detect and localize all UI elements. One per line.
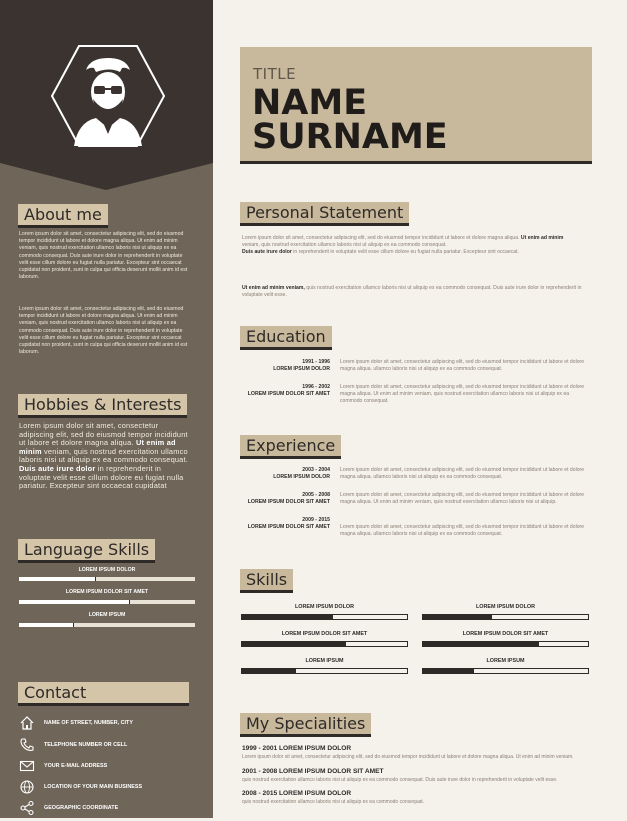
mail-icon [19, 758, 35, 774]
about-paragraph-1: Lorem ipsum dolor sit amet, consectetur adipiscing elit, sed do eiusmod tempor incididunt ut labore et dolore magna aliqua. Ut enim ad minim veniam, quis nostrud exercitation ullamco laboris nisi ut aliquip ex ea commodo consequat. Duis aute irure dolor in reprehenderit in voluptate velit esse cillum dolore eu fugiat nulla pariatur. Excepteur sint occaecat cupidatat non proident, sunt in culpa qui officia deserunt mollit anim id est laborum. [19, 231, 188, 281]
experience-heading: Experience [240, 435, 341, 459]
surname: SURNAME [252, 117, 448, 157]
skill-label: LOREM IPSUM DOLOR [295, 604, 354, 610]
language-bar-fill [19, 623, 74, 627]
language-label: LOREM IPSUM DOLOR [78, 567, 136, 573]
about-heading: About me [18, 204, 108, 228]
share-icon [19, 800, 35, 816]
speciality-title: 2008 - 2015 LOREM IPSUM DOLOR [242, 790, 352, 797]
globe-icon [19, 779, 35, 795]
skill-label: LOREM IPSUM [486, 658, 525, 664]
about-paragraph-2: Lorem ipsum dolor sit amet, consectetur adipiscing elit, sed do eiusmod tempor incididunt ut labore et dolore magna aliqua. Ut enim ad minim veniam, quis nostrud exercitation ullamco laboris nisi ut aliquip ex ea commodo consequat. Duis aute irure dolor in reprehenderit in voluptate velit esse cillum dolore eu fugiat nulla pariatur. Excepteur sint occaecat cupidatat non proident, sunt in culpa qui officia deserunt mollit anim id est laborum. [19, 306, 188, 356]
job-title: TITLE [253, 65, 297, 83]
skill-bar-fill [423, 669, 474, 673]
hobbies-heading: Hobbies & Interests [18, 394, 187, 418]
language-bar [19, 600, 195, 604]
contact-phone-text: TELEPHONE NUMBER OR CELL [44, 742, 128, 748]
education-entry-meta: 1996 - 2002 LOREM IPSUM DOLOR SIT AMET [247, 384, 330, 397]
avatar [50, 44, 166, 148]
sidebar [0, 0, 213, 818]
speciality-title: 2001 - 2008 LOREM IPSUM DOLOR SIT AMET [242, 768, 384, 775]
name-header [240, 47, 592, 164]
speciality-title: 1999 - 2001 LOREM IPSUM DOLOR [242, 745, 352, 752]
first-name: NAME [252, 83, 368, 123]
contact-heading: Contact [18, 682, 189, 706]
education-entry-meta: 1991 - 1996 LOREM IPSUM DOLOR [273, 359, 330, 372]
skill-bar [422, 614, 589, 620]
experience-entry-text: Lorem ipsum dolor sit amet, consectetur adipiscing elit, sed do eiusmod tempor incididunt ut labore et dolore magna aliqua. Ut enim ad minim veniam, quis nostrud exercitation ullamco laboris nisi ut aliquip. [340, 492, 585, 506]
speciality-text: quis nostrud exercitation ullamco laboris nisi ut aliquip ex ea commodo consequat. [242, 799, 425, 805]
education-entry-text: Lorem ipsum dolor sit amet, consectetur adipiscing elit, sed do eiusmod tempor incididunt ut labore et dolore magna aliqua. Ut enim ad minim veniam, quis nostrud exercitation ullamco laboris nisi ut aliquip ex ea commodo consequat. [340, 384, 585, 405]
phone-icon [19, 737, 35, 753]
contact-location [19, 779, 209, 797]
experience-entry-text: Lorem ipsum dolor sit amet, consectetur adipiscing elit, sed do eiusmod tempor incididunt ut labore et dolore magna aliqua. ullamco laboris nisi ut aliquip ex ea commodo consequat. [340, 467, 585, 481]
skill-bar-fill [423, 642, 539, 646]
skill-bar [241, 641, 408, 647]
skill-label: LOREM IPSUM DOLOR SIT AMET [281, 631, 368, 637]
language-bar [19, 623, 195, 627]
education-heading: Education [240, 326, 332, 350]
contact-coordinates-text: GEOGRAPHIC COORDINATE [44, 805, 119, 811]
speciality-text: quis nostrud exercitation ullamco laboris nisi ut aliquip ex ea commodo consequat. Duis aute irure dolor in reprehenderit in voluptate velit esse. [242, 777, 558, 783]
skills-heading: Skills [240, 569, 293, 593]
skill-bar-fill [242, 642, 346, 646]
language-bar [19, 577, 195, 581]
experience-entry-text: Lorem ipsum dolor sit amet, consectetur adipiscing elit, sed do eiusmod tempor incididunt ut labore et dolore magna aliqua. ullamco laboris nisi ut aliquip ex ea commodo consequat. [340, 524, 585, 538]
personal-statement-p2: Ut enim ad minim veniam, quis nostrud exercitation ullamco laboris nisi ut aliquip ex ea commodo consequat. Duis aute irure dolor in reprehenderit in voluptate velit esse. [242, 285, 582, 299]
experience-entry-meta: 2009 - 2015 LOREM IPSUM DOLOR SIT AMET [247, 517, 330, 530]
specialities-heading: My Specialities [240, 713, 371, 737]
personal-statement-heading: Personal Statement [240, 202, 409, 226]
skill-bar [422, 668, 589, 674]
skill-bar [241, 668, 408, 674]
home-icon [19, 715, 35, 731]
contact-phone [19, 737, 209, 755]
language-bar-fill [19, 577, 96, 581]
experience-entry-meta: 2003 - 2004 LOREM IPSUM DOLOR [273, 467, 330, 480]
contact-location-text: LOCATION OF YOUR MAIN BUSINESS [44, 784, 143, 790]
language-heading: Language Skills [18, 539, 155, 563]
language-bar-fill [19, 600, 130, 604]
skill-bar-fill [242, 615, 333, 619]
skill-bar-fill [242, 669, 296, 673]
contact-email [19, 758, 209, 776]
skill-label: LOREM IPSUM [305, 658, 344, 664]
language-label: LOREM IPSUM [88, 612, 126, 618]
education-entry-text: Lorem ipsum dolor sit amet, consectetur adipiscing elit, sed do eiusmod tempor incididunt ut labore et dolore magna aliqua. ullamco laboris nisi ut aliquip ex ea commodo consequat. [340, 359, 585, 373]
contact-address [19, 715, 209, 733]
skill-bar [241, 614, 408, 620]
contact-email-text: YOUR E-MAIL ADDRESS [44, 763, 108, 769]
skill-bar [422, 641, 589, 647]
speciality-text: Lorem ipsum dolor sit amet, consectetur adipiscing elit, sed do eiusmod tempor incididunt ut labore et dolore magna aliqua. Ut enim ad minim veniam. [242, 754, 574, 760]
skill-bar-fill [423, 615, 492, 619]
contact-coordinates [19, 800, 209, 818]
contact-address-text: NAME OF STREET, NUMBER, CITY [44, 720, 133, 726]
personal-statement-p1: Lorem ipsum dolor sit amet, consectetur adipiscing elit, sed do eiusmod tempor incididunt ut labore et dolore magna aliqua. Ut enim ad minim veniam, quis nostrud exercitation ullamco laboris nisi ut aliquip ex ea commodo consequat. Duis aute irure dolor in reprehenderit in voluptate velit esse cillum dolore eu fugiat nulla pariatur. Excepteur sint occaecat. [242, 235, 564, 256]
language-label: LOREM IPSUM DOLOR SIT AMET [65, 589, 149, 595]
experience-entry-meta: 2005 - 2008 LOREM IPSUM DOLOR SIT AMET [247, 492, 330, 505]
hobbies-text: Lorem ipsum dolor sit amet, consectetur adipiscing elit, sed do eiusmod tempor incididunt ut labore et dolore magna aliqua. Ut enim ad minim veniam, quis nostrud exercitation ullamco laboris nisi ut aliquip ex ea commodo consequat. Duis aute irure dolor in reprehenderit in voluptate velit esse cillum dolore eu fugiat nulla pariatur. Excepteur sint occaecat cupidatat [19, 421, 189, 491]
skill-label: LOREM IPSUM DOLOR [476, 604, 535, 610]
skill-label: LOREM IPSUM DOLOR SIT AMET [462, 631, 549, 637]
